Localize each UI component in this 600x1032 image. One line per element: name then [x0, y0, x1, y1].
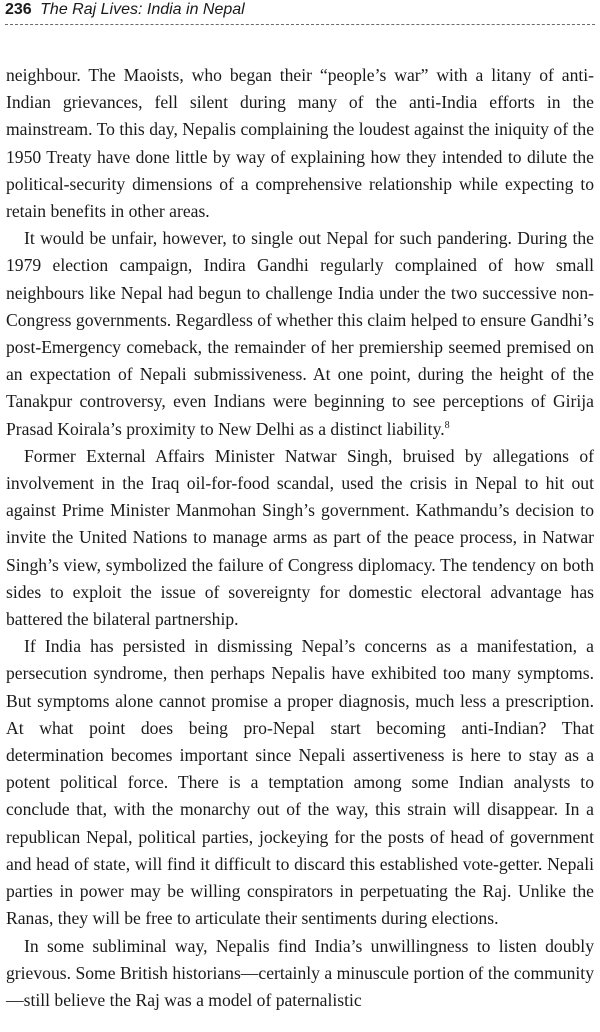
paragraph-4: [6, 633, 594, 932]
paragraph-1: [6, 62, 594, 225]
paragraph-3: [6, 443, 594, 633]
paragraph-2-text: It would be unfair, however, to single out Nepal for such pandering. During the 1979 election campaign, Indira Gandhi regularly complained of how small neighbours like Nepal had begun to challenge India under the two successive non-Congress governments. Regardless of whether this claim helped to ensure Gandhi’s post-Emergency comeback, the remainder of her premiership seemed premised on an expectation of Nepali submissiveness. At one point, during the height of the Tanakpur controversy, even Indians were beginning to see perceptions of Girija Prasad Koirala’s proximity to New Delhi as a distinct liability.: [6, 228, 594, 439]
header-rule: [5, 24, 595, 25]
paragraph-1-text: neighbour. The Maoists, who began their “people’s war” with a litany of anti-Indian grievances, fell silent during many of the anti-India efforts in the mainstream. To this day, Nepalis complaining the loudest against the iniquity of the 1950 Treaty have done little by way of explaining how they intended to dilute the political-security dimensions of a comprehensive relationship while expecting to retain benefits in other areas.: [6, 65, 594, 222]
paragraph-5-text: In some subliminal way, Nepalis find India’s unwillingness to listen doubly grievous. Some British historians—certainly a minuscule portion of the community—still believe the Raj was a model of paternalistic: [6, 935, 594, 1010]
paragraph-3-text: Former External Affairs Minister Natwar Singh, bruised by allegations of involvement in the Iraq oil-for-food scandal, used the crisis in Nepal to hit out against Prime Minister Manmohan Singh’s government. Kathmandu’s decision to invite the United Nations to manage arms as part of the peace process, in Natwar Singh’s view, symbolized the failure of Congress diplomacy. The tendency on both sides to exploit the issue of sovereignty for domestic electoral advantage has battered the bilateral partnership.: [6, 445, 594, 630]
running-title: The Raj Lives: India in Nepal: [40, 1, 245, 18]
paragraph-5: [6, 933, 594, 1015]
paragraph-4-text: If India has persisted in dismissing Nepal’s concerns as a manifestation, a persecution syndrome, then perhaps Nepalis have exhibited too many symptoms. But symptoms alone cannot promise a proper diagnosis, much less a prescription. At what point does being pro-Nepal start becoming anti-Indian? That determination becomes important since Nepali assertiveness is here to stay as a potent political force. There is a temptation among some Indian analysts to conclude that, with the monarchy out of the way, this strain will disappear. In a republican Nepal, political parties, jockeying for the posts of head of government and head of state, will find it difficult to discard this established vote-getter. Nepali parties in power may be willing conspirators in perpetuating the Raj. Unlike the Ranas, they will be free to articulate their sentiments during elections.: [6, 636, 594, 929]
paragraph-2: [6, 225, 594, 443]
footnote-ref[interactable]: 8: [444, 419, 450, 431]
page-number: 236: [5, 1, 32, 18]
running-header: [5, 0, 595, 22]
body-text: [6, 62, 594, 1014]
